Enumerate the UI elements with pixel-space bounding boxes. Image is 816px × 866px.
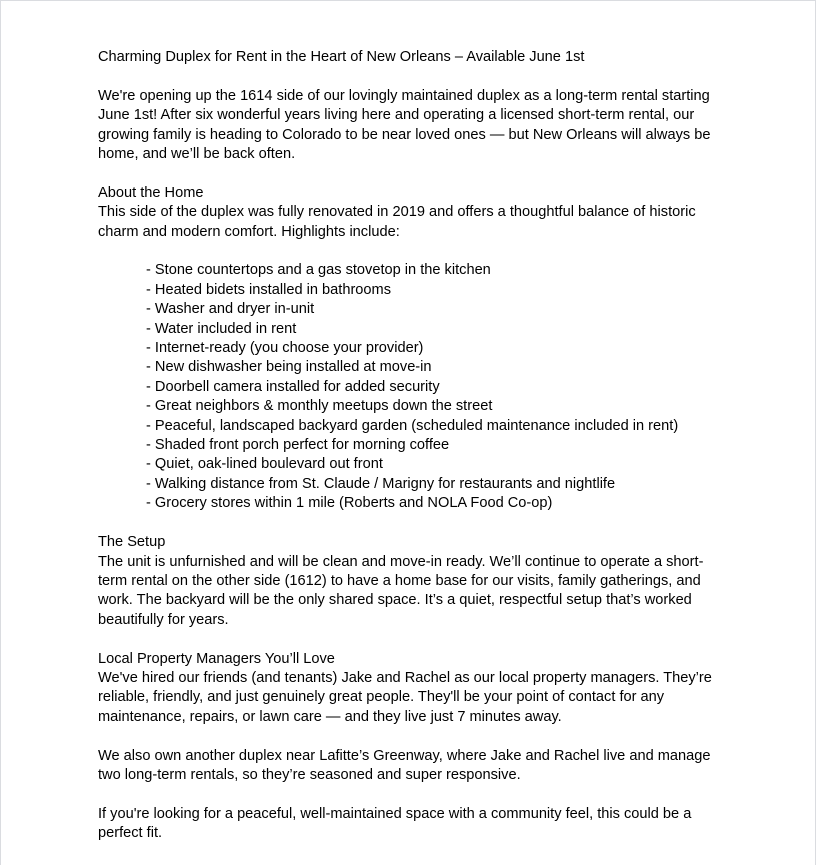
- highlight-item: - Walking distance from St. Claude / Marigny for restaurants and nightlife: [146, 475, 616, 492]
- spacer: [98, 785, 728, 804]
- highlight-item: - Peaceful, landscaped backyard garden (scheduled maintenance included in rent): [146, 417, 679, 434]
- spacer: [98, 514, 728, 533]
- highlights-list: [98, 261, 728, 513]
- highlight-item: - Internet-ready (you choose your provider): [146, 340, 424, 357]
- managers-heading: Local Property Managers You’ll Love: [98, 650, 335, 667]
- about-heading: About the Home: [98, 184, 204, 201]
- highlight-item: - Water included in rent: [146, 320, 297, 337]
- managers-paragraph-2: We also own another duplex near Lafitte’s Greenway, where Jake and Rachel live and manage two long-term rentals, so they’re seasoned and super responsive.: [98, 747, 711, 783]
- highlight-item: - Stone countertops and a gas stovetop in the kitchen: [146, 262, 491, 279]
- highlight-item: - Heated bidets installed in bathrooms: [146, 281, 391, 298]
- highlight-item: - New dishwasher being installed at move-in: [146, 359, 432, 376]
- about-paragraph: This side of the duplex was fully renovated in 2019 and offers a thoughtful balance of historic charm and modern comfort. Highlights include:: [98, 204, 696, 240]
- spacer: [98, 164, 728, 183]
- closing-paragraph: If you're looking for a peaceful, well-maintained space with a community feel, this could be a perfect fit.: [98, 805, 692, 842]
- setup-paragraph: The unit is unfurnished and will be clean and move-in ready. We’ll continue to operate a short-term rental on the other side (1612) to have a home base for our visits, family gatherings, and work. The backyard will be the only shared space. It’s a quiet, respectful setup that’s worked beautifully for years.: [98, 553, 704, 628]
- spacer: [98, 727, 728, 746]
- highlight-item: - Great neighbors & monthly meetups down the street: [146, 398, 493, 415]
- highlight-item: - Shaded front porch perfect for morning coffee: [146, 437, 450, 454]
- spacer: [98, 67, 728, 86]
- highlight-item: - Grocery stores within 1 mile (Roberts and NOLA Food Co-op): [146, 495, 553, 512]
- highlight-item: - Washer and dryer in-unit: [146, 301, 315, 318]
- spacer: [98, 242, 728, 261]
- setup-heading: The Setup: [98, 534, 166, 551]
- listing-title: Charming Duplex for Rent in the Heart of New Orleans – Available June 1st: [98, 49, 585, 65]
- highlight-item: - Quiet, oak-lined boulevard out front: [146, 456, 383, 473]
- intro-paragraph: We're opening up the 1614 side of our lovingly maintained duplex as a long-term rental starting June 1st! After six wonderful years living here and operating a licensed short-term rental, our growing family is heading to Colorado to be near loved ones — but New Orleans will always be home, and we’ll be back often.: [98, 87, 711, 163]
- highlight-item: - Doorbell camera installed for added security: [146, 378, 440, 395]
- document-body: [98, 48, 728, 844]
- spacer: [98, 630, 728, 649]
- managers-paragraph: We've hired our friends (and tenants) Jake and Rachel as our local property managers. They’re reliable, friendly, and just genuinely great people. They'll be your point of contact for any maintenance, repairs, or lawn care — and they live just 7 minutes away.: [98, 669, 712, 725]
